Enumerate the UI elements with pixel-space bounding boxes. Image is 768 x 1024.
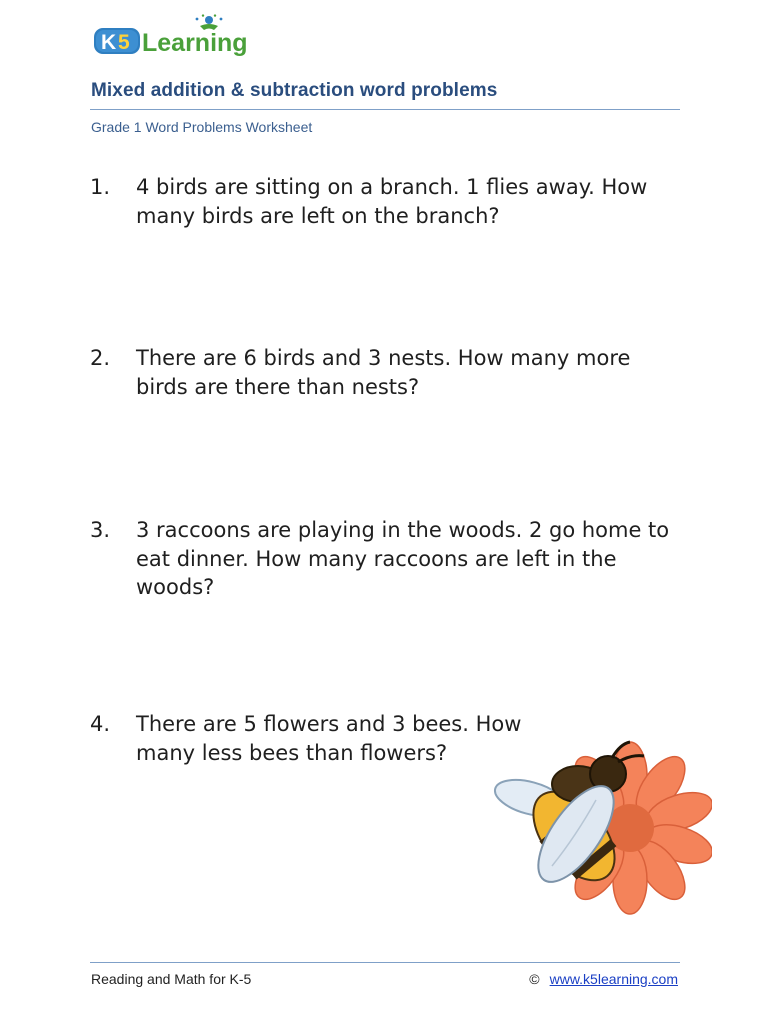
logo-word: Learning — [142, 29, 248, 57]
logo-k: K — [101, 31, 117, 54]
problem-text: There are 6 birds and 3 nests. How many more birds are there than nests? — [136, 346, 631, 399]
problem-text: 4 birds are sitting on a branch. 1 flies away. How many birds are left on the branch? — [136, 175, 648, 228]
website-link[interactable]: www.k5learning.com — [549, 971, 678, 987]
k5-learning-logo — [92, 14, 260, 60]
problem-number: 2. — [90, 346, 111, 370]
header-divider — [90, 109, 680, 110]
copyright-symbol: © — [529, 971, 540, 987]
footer-copyright — [529, 971, 678, 987]
problem-3 — [90, 516, 680, 602]
bee-on-flower-icon — [492, 736, 712, 936]
logo-5: 5 — [118, 31, 130, 54]
footer-divider — [90, 962, 680, 963]
problem-2 — [90, 344, 680, 401]
footer-tagline: Reading and Math for K-5 — [91, 971, 252, 987]
problem-4 — [90, 710, 560, 767]
page-title: Mixed addition & subtraction word problems — [91, 80, 498, 101]
problem-number: 3. — [90, 518, 111, 542]
problem-number: 4. — [90, 712, 111, 736]
logo-graphic — [92, 14, 260, 60]
logo-figure-icon — [196, 14, 223, 30]
problem-number: 1. — [90, 175, 111, 199]
problem-text: 3 raccoons are playing in the woods. 2 go home to eat dinner. How many raccoons are left in the woods? — [136, 518, 670, 599]
problem-1 — [90, 173, 680, 230]
page-subtitle: Grade 1 Word Problems Worksheet — [91, 119, 313, 135]
problem-text: There are 5 flowers and 3 bees. How many less bees than flowers? — [136, 712, 522, 765]
